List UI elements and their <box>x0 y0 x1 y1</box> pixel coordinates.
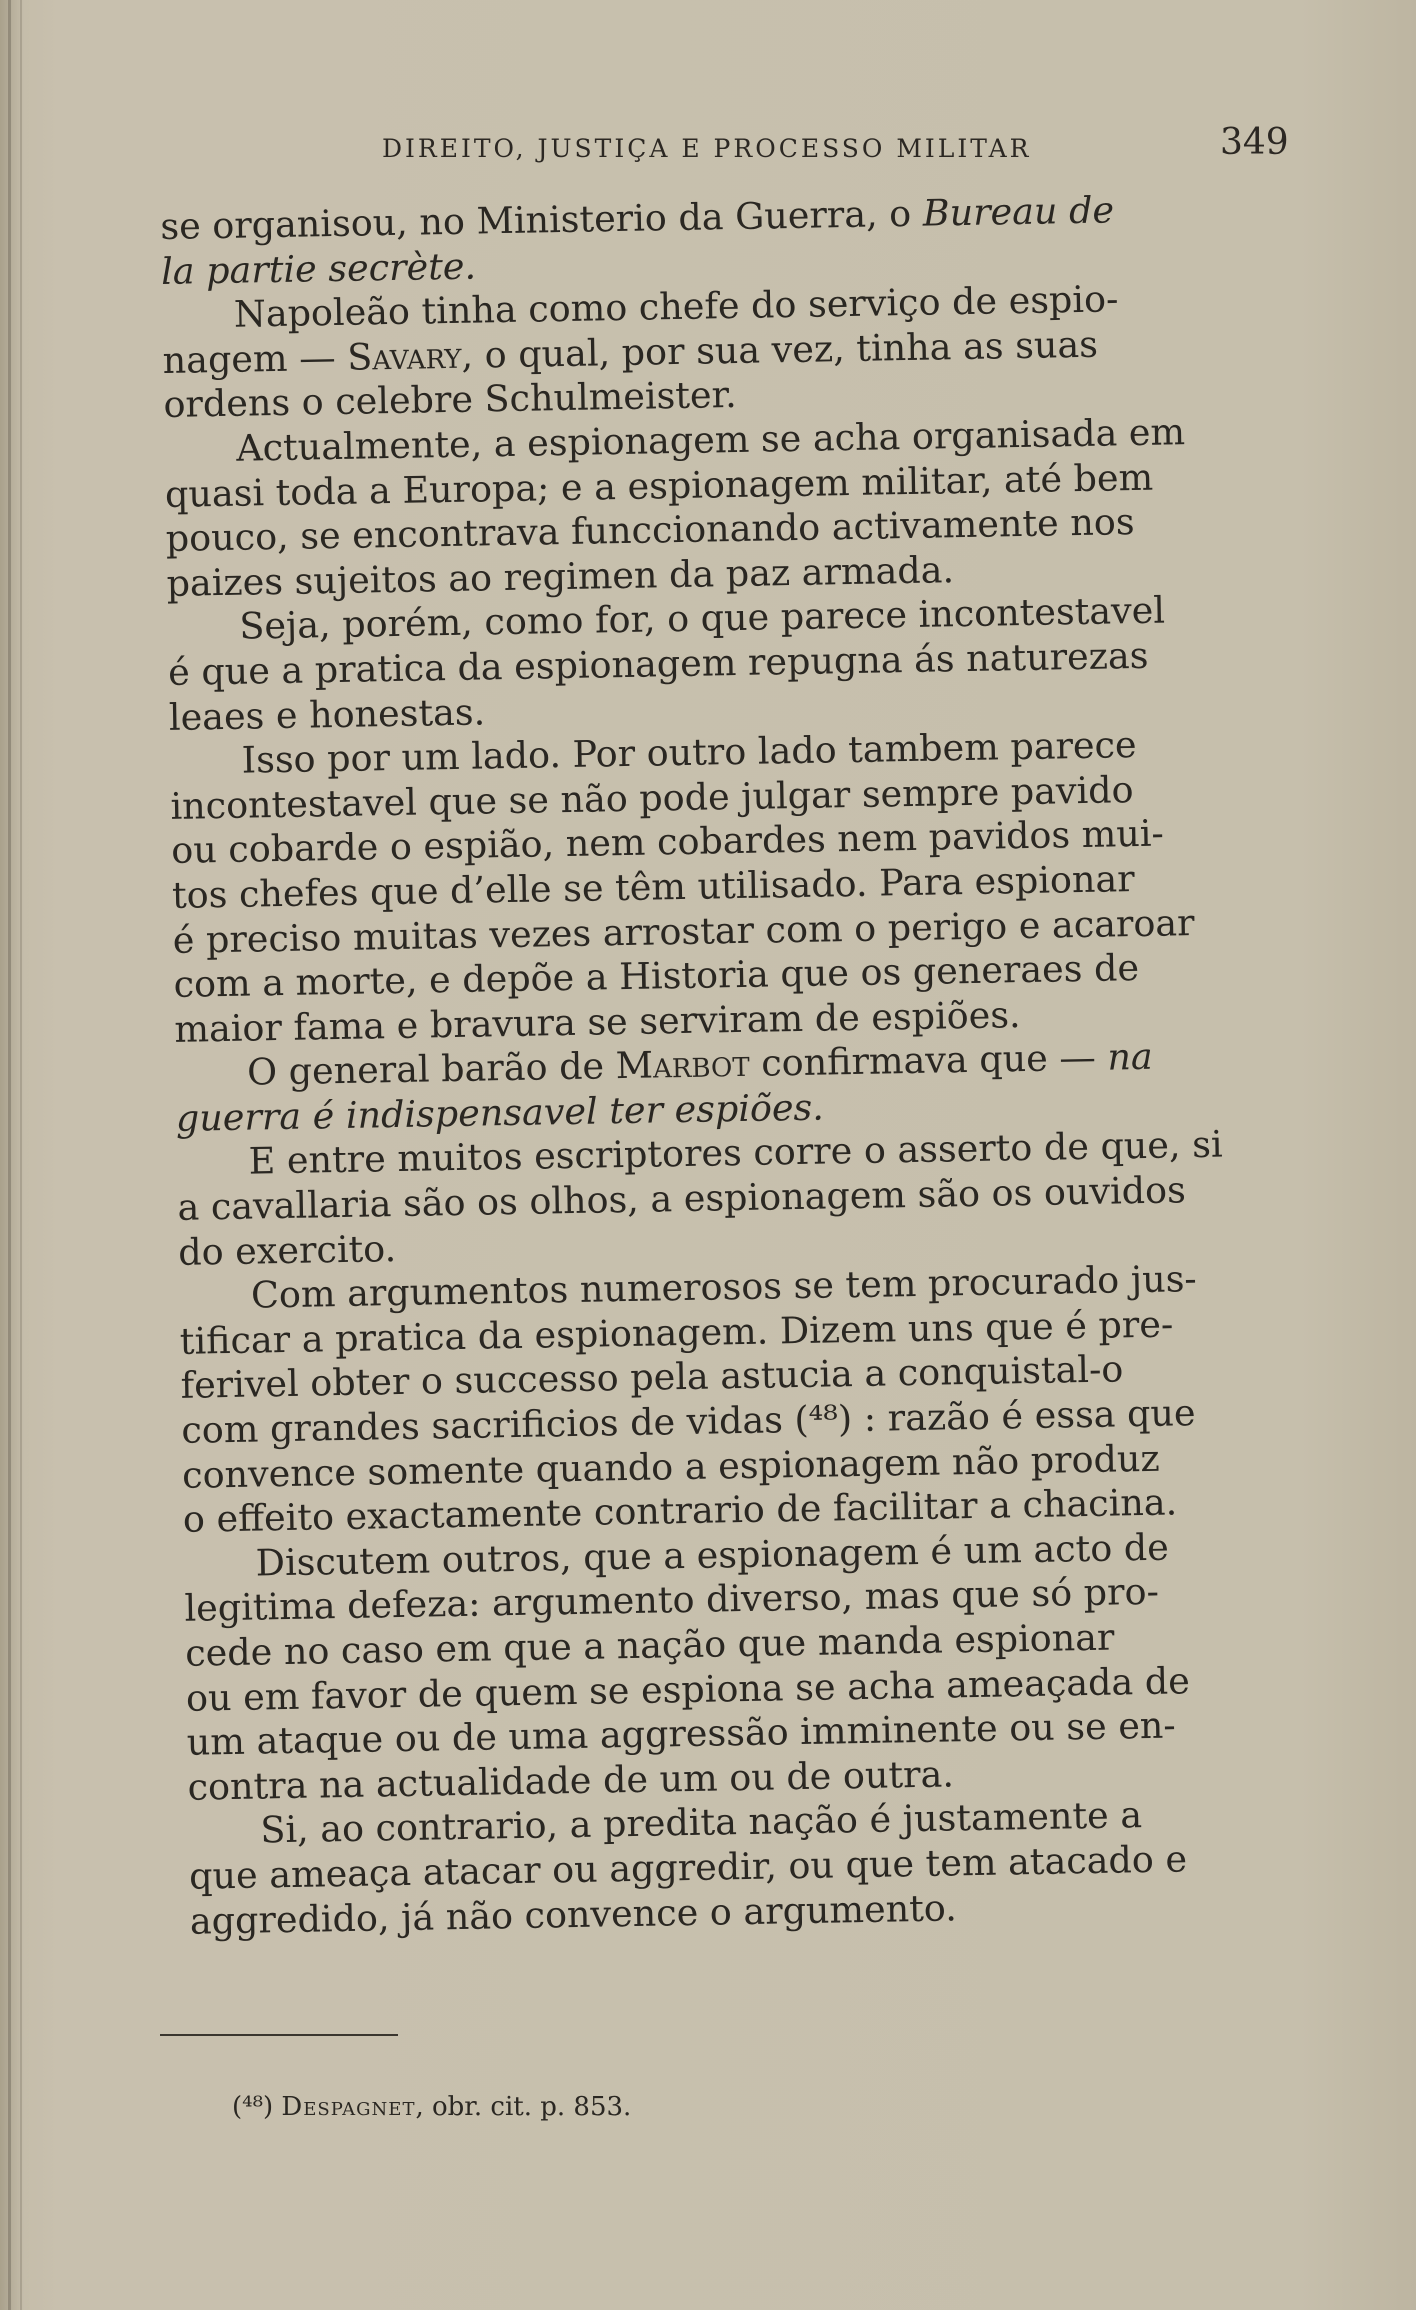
text-segment: ferivel obter o successo pela astucia a conquistal-o <box>180 1347 1124 1408</box>
text-segment: Isso por um lado. Por outro lado tambem parece <box>241 723 1137 782</box>
body-text <box>160 185 1310 1943</box>
text-segment: tos chefes que d’elle se têm utilisado. Para espionar <box>171 857 1136 917</box>
text-segment: Bureau de <box>922 188 1115 235</box>
text-segment: se organisou, no Ministerio da Guerra, o <box>160 191 924 248</box>
text-segment: incontestavel que se não pode julgar sempre pavido <box>170 767 1134 828</box>
text-segment: um ataque ou de uma aggressão imminente ou se en- <box>186 1703 1177 1764</box>
footnote-author: Despagnet <box>281 2092 416 2122</box>
text-segment: ou em favor de quem se espiona se acha ameaçada de <box>185 1658 1191 1720</box>
text-segment: legitima defeza: argumento diverso, mas que só pro- <box>184 1570 1160 1631</box>
text-segment: paizes sujeitos ao regimen da paz armada. <box>166 547 955 605</box>
text-segment: na <box>1107 1035 1154 1079</box>
text-segment: Si, ao contrario, a predita nação é justamente a <box>260 1793 1143 1852</box>
text-segment: cede no caso em que a nação que manda espionar <box>184 1615 1115 1675</box>
footnote <box>232 2092 932 2122</box>
text-segment: contra na actualidade de um ou de outra. <box>187 1752 955 1809</box>
text-segment: com a morte, e depõe a Historia que os generaes de <box>173 946 1140 1006</box>
page-number: 349 <box>1220 122 1289 163</box>
text-segment: a cavallaria são os olhos, a espionagem são os ouvidos <box>177 1168 1187 1229</box>
text-segment: la partie secrète. <box>160 244 477 293</box>
text-segment: Actualmente, a espionagem se acha organisada em <box>235 410 1186 470</box>
running-title: DIREITO, JUSTIÇA E PROCESSO MILITAR <box>382 134 1032 163</box>
text-segment: o effeito exactamente contrario de facilitar a chacina. <box>182 1480 1178 1542</box>
text-segment: leaes e honestas. <box>168 689 486 739</box>
page-header <box>382 122 1289 172</box>
text-segment: maior fama e bravura se serviram de espiões. <box>174 992 1021 1051</box>
footnote-rule <box>160 2034 398 2036</box>
text-segment: Discutem outros, que a espionagem é um acto de <box>255 1525 1170 1585</box>
text-segment: O general barão de <box>246 1044 617 1094</box>
text-segment: convence somente quando a espionagem não produz <box>181 1436 1160 1497</box>
text-segment: Seja, porém, como for, o que parece incontestavel <box>238 588 1166 649</box>
text-segment: Marbot <box>615 1042 751 1088</box>
text-segment: : razão é essa que <box>851 1391 1196 1441</box>
text-segment: E entre muitos escriptores corre o asserto de que, si <box>248 1123 1223 1184</box>
binding-edge-inner <box>20 0 22 2310</box>
text-segment: pouco, se encontrava funccionando activamente nos <box>165 500 1135 561</box>
text-segment: ou cobarde o espião, nem cobardes nem pavidos mui- <box>170 811 1165 873</box>
text-segment: é preciso muitas vezes arrostar com o perigo e acaroar <box>172 900 1195 962</box>
text-segment: Napoleão tinha como chefe do serviço de espio- <box>233 277 1119 336</box>
text-segment: é que a pratica da espionagem repugna ás naturezas <box>167 633 1149 694</box>
text-segment: do exercito. <box>177 1226 397 1274</box>
text-segment: , o qual, por sua vez, tinha as suas <box>461 322 1099 377</box>
text-segment: ordens o celebre Schulmeister. <box>163 373 737 427</box>
text-segment: Savary <box>346 333 462 379</box>
text-segment: quasi toda a Europa; e a espionagem militar, até bem <box>164 455 1154 516</box>
footnote-text: , obr. cit. p. 853. <box>415 2092 632 2122</box>
text-segment: guerra é indispensavel ter espiões. <box>175 1085 825 1140</box>
text-segment: aggredido, já não convence o argumento. <box>189 1885 958 1943</box>
text-segment: tificar a pratica da espionagem. Dizem uns que é pre- <box>179 1302 1174 1363</box>
footnote-marker: (⁴⁸) <box>232 2092 274 2122</box>
text-segment: com grandes sacrificios de vidas <box>181 1398 795 1452</box>
binding-edge <box>8 0 11 2310</box>
text-segment: (⁴⁸) <box>794 1397 853 1442</box>
text-segment: confirmava que — <box>749 1035 1108 1086</box>
text-segment: Com argumentos numerosos se tem procurado jus- <box>250 1257 1198 1317</box>
text-segment: nagem — <box>162 335 348 382</box>
text-segment: que ameaça atacar ou aggredir, ou que tem atacado e <box>188 1837 1188 1898</box>
